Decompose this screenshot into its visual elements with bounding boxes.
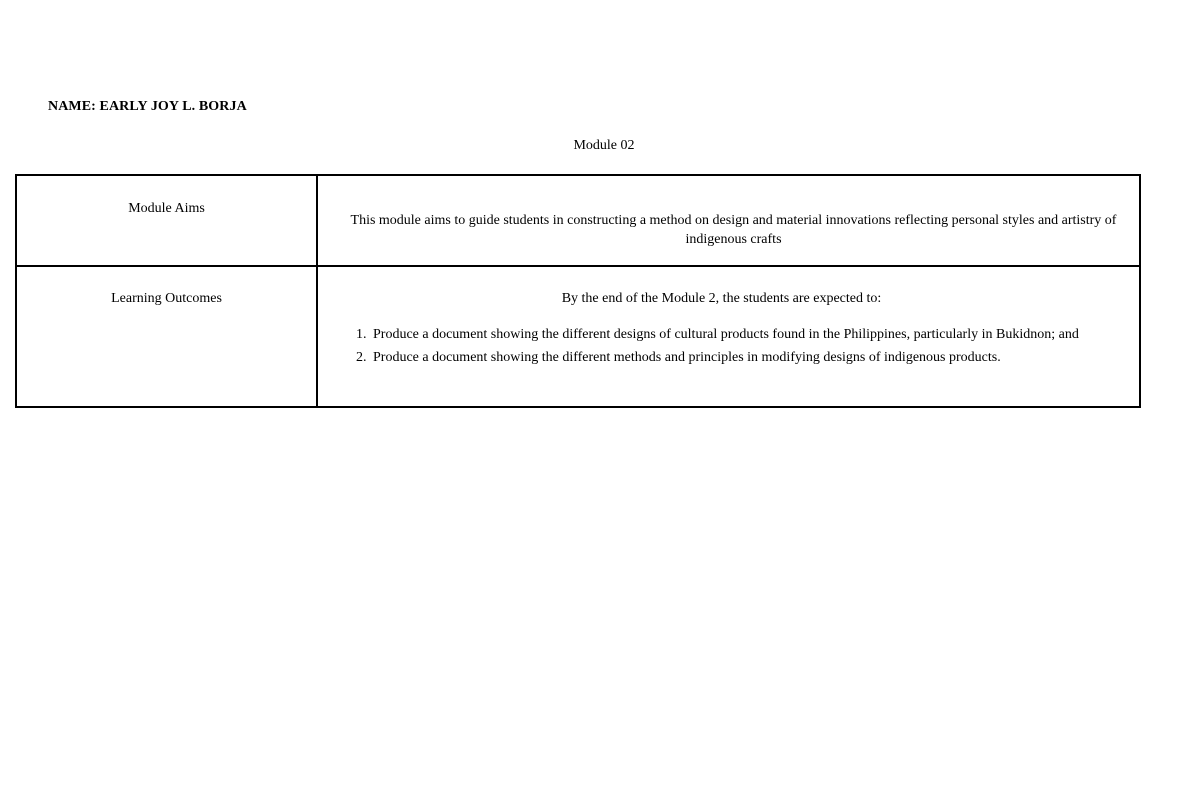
learning-outcomes-label: Learning Outcomes: [111, 291, 222, 306]
learning-outcomes-intro: By the end of the Module 2, the students are expected to:: [561, 291, 882, 306]
module-aims-label-cell: [16, 175, 317, 266]
list-item: 2. Produce a document showing the different methods and principles in modifying designs of indigenous products.: [370, 348, 1127, 367]
list-item: 1. Produce a document showing the different designs of cultural products found in the Philippines, particularly in Bukidnon; and: [370, 325, 1127, 344]
table-row-learning-outcomes: [16, 266, 1140, 407]
module-aims-label: Module Aims: [128, 201, 205, 216]
module-aims-content-cell: [317, 175, 1140, 266]
module-heading: Module 02: [573, 138, 635, 153]
learning-outcomes-content-cell: [317, 266, 1140, 407]
student-name: NAME: EARLY JOY L. BORJA: [48, 99, 247, 114]
learning-outcomes-label-cell: [16, 266, 317, 407]
learning-outcomes-list: [318, 325, 1127, 367]
module-table: [15, 174, 1141, 408]
table-row-module-aims: [16, 175, 1140, 266]
module-aims-text: This module aims to guide students in constructing a method on design and material innovations reflecting personal styles and artistry of indigenous crafts: [350, 213, 1117, 247]
